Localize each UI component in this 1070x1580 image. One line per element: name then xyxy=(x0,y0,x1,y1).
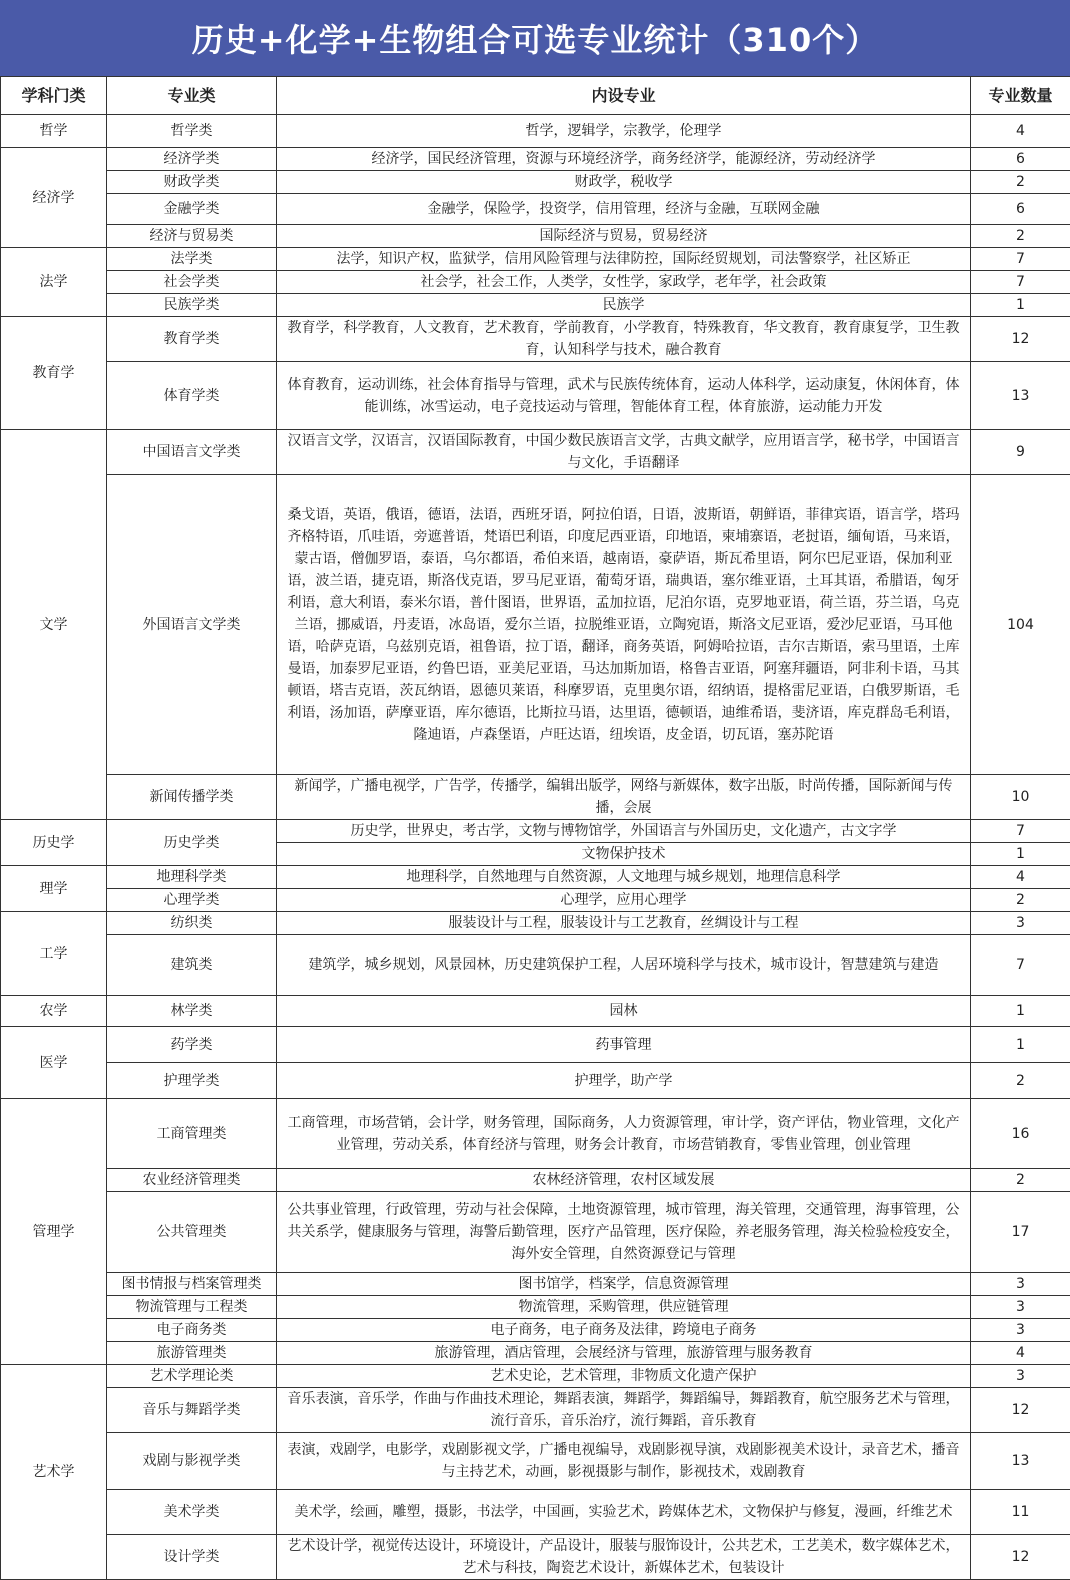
page-title: 历史+化学+生物组合可选专业统计（310个） xyxy=(0,0,1070,76)
majors-cell: 社会学，社会工作，人类学，女性学，家政学，老年学，社会政策 xyxy=(277,271,971,294)
table-row xyxy=(1,194,1070,225)
majors-cell: 药事管理 xyxy=(277,1027,971,1063)
majors-cell: 财政学，税收学 xyxy=(277,171,971,194)
count-cell: 1 xyxy=(971,1027,1070,1063)
table-row xyxy=(1,475,1070,775)
count-cell: 1 xyxy=(971,294,1070,317)
discipline-cell: 理学 xyxy=(1,866,107,912)
category-cell: 农业经济管理类 xyxy=(107,1169,277,1192)
count-cell: 2 xyxy=(971,889,1070,912)
table-row xyxy=(1,362,1070,430)
table-row xyxy=(1,1535,1070,1580)
discipline-cell: 历史学 xyxy=(1,820,107,866)
count-cell: 6 xyxy=(971,194,1070,225)
majors-cell: 历史学，世界史，考古学，文物与博物馆学，外国语言与外国历史，文化遗产，古文字学 xyxy=(277,820,971,843)
category-cell: 体育学类 xyxy=(107,362,277,430)
majors-cell: 体育教育，运动训练，社会体育指导与管理，武术与民族传统体育，运动人体科学，运动康复，休闲体育，体能训练，冰雪运动，电子竞技运动与管理，智能体育工程，体育旅游，运动能力开发 xyxy=(277,362,971,430)
majors-cell: 园林 xyxy=(277,996,971,1027)
header-count: 专业数量 xyxy=(971,77,1070,115)
discipline-cell: 文学 xyxy=(1,430,107,820)
majors-cell: 心理学，应用心理学 xyxy=(277,889,971,912)
table-row xyxy=(1,1099,1070,1169)
count-cell: 12 xyxy=(971,1535,1070,1580)
discipline-cell: 经济学 xyxy=(1,148,107,248)
count-cell: 1 xyxy=(971,843,1070,866)
table-row xyxy=(1,1433,1070,1490)
count-cell: 3 xyxy=(971,1365,1070,1388)
category-cell: 戏剧与影视学类 xyxy=(107,1433,277,1490)
category-cell: 心理学类 xyxy=(107,889,277,912)
table-row xyxy=(1,820,1070,843)
count-cell: 13 xyxy=(971,362,1070,430)
count-cell: 12 xyxy=(971,317,1070,362)
count-cell: 3 xyxy=(971,1319,1070,1342)
table-row xyxy=(1,1365,1070,1388)
majors-cell: 物流管理，采购管理，供应链管理 xyxy=(277,1296,971,1319)
table-row xyxy=(1,248,1070,271)
table-row xyxy=(1,1388,1070,1433)
category-cell: 中国语言文学类 xyxy=(107,430,277,475)
table-row xyxy=(1,430,1070,475)
discipline-cell: 艺术学 xyxy=(1,1365,107,1580)
discipline-cell: 法学 xyxy=(1,248,107,317)
table-row xyxy=(1,1342,1070,1365)
table-row xyxy=(1,1169,1070,1192)
count-cell: 16 xyxy=(971,1099,1070,1169)
table-row xyxy=(1,889,1070,912)
category-cell: 音乐与舞蹈学类 xyxy=(107,1388,277,1433)
table-row xyxy=(1,1027,1070,1063)
category-cell: 设计学类 xyxy=(107,1535,277,1580)
category-cell: 林学类 xyxy=(107,996,277,1027)
table-row xyxy=(1,271,1070,294)
count-cell: 4 xyxy=(971,1342,1070,1365)
count-cell: 9 xyxy=(971,430,1070,475)
category-cell: 旅游管理类 xyxy=(107,1342,277,1365)
category-cell: 法学类 xyxy=(107,248,277,271)
count-cell: 3 xyxy=(971,1296,1070,1319)
discipline-cell: 医学 xyxy=(1,1027,107,1099)
category-cell: 护理学类 xyxy=(107,1063,277,1099)
count-cell: 7 xyxy=(971,935,1070,996)
count-cell: 2 xyxy=(971,171,1070,194)
majors-cell: 桑戈语，英语，俄语，德语，法语，西班牙语，阿拉伯语，日语，波斯语，朝鲜语，菲律宾语，语言学，塔玛齐格特语，爪哇语，旁遮普语，梵语巴利语，印度尼西亚语，印地语，柬埔寨语，老挝语，缅甸语，马来语，蒙古语，僧伽罗语，泰语，乌尔都语，希伯来语，越南语，豪萨语，斯瓦希里语，阿尔巴尼亚语，保加利亚语，波兰语，捷克语，斯洛伐克语，罗马尼亚语，葡萄牙语，瑞典语，塞尔维亚语，土耳其语，希腊语，匈牙利语，意大利语，泰米尔语，普什图语，世界语，孟加拉语，尼泊尔语，克罗地亚语，荷兰语，芬兰语，乌克兰语，挪威语，丹麦语，冰岛语，爱尔兰语，拉脱维亚语，立陶宛语，斯洛文尼亚语，爱沙尼亚语，马耳他语，哈萨克语，乌兹别克语，祖鲁语，拉丁语，翻译，商务英语，阿姆哈拉语，吉尔吉斯语，索马里语，土库曼语，加泰罗尼亚语，约鲁巴语，亚美尼亚语，马达加斯加语，格鲁吉亚语，阿塞拜疆语，阿非利卡语，马其顿语，塔吉克语，茨瓦纳语，恩德贝莱语，科摩罗语，克里奥尔语，绍纳语，提格雷尼亚语，白俄罗斯语，毛利语，汤加语，萨摩亚语，库尔德语，比斯拉马语，达里语，德顿语，迪维希语，斐济语，库克群岛毛利语，隆迪语，卢森堡语，卢旺达语，纽埃语，皮金语，切瓦语，塞苏陀语 xyxy=(277,475,971,775)
category-cell: 财政学类 xyxy=(107,171,277,194)
majors-cell: 民族学 xyxy=(277,294,971,317)
majors-cell: 公共事业管理，行政管理，劳动与社会保障，土地资源管理，城市管理，海关管理，交通管理，海事管理，公共关系学，健康服务与管理，海警后勤管理，医疗产品管理，医疗保险，养老服务管理，海关检验检疫安全，海外安全管理，自然资源登记与管理 xyxy=(277,1192,971,1273)
table-row xyxy=(1,912,1070,935)
count-cell: 4 xyxy=(971,866,1070,889)
majors-cell: 服装设计与工程，服装设计与工艺教育，丝绸设计与工程 xyxy=(277,912,971,935)
table-row xyxy=(1,1296,1070,1319)
majors-cell: 法学，知识产权，监狱学，信用风险管理与法律防控，国际经贸规划，司法警察学，社区矫正 xyxy=(277,248,971,271)
category-cell: 地理科学类 xyxy=(107,866,277,889)
discipline-cell: 工学 xyxy=(1,912,107,996)
majors-cell: 汉语言文学，汉语言，汉语国际教育，中国少数民族语言文学，古典文献学，应用语言学，秘书学，中国语言与文化，手语翻译 xyxy=(277,430,971,475)
category-cell: 历史学类 xyxy=(107,820,277,866)
count-cell: 1 xyxy=(971,996,1070,1027)
table-row xyxy=(1,1273,1070,1296)
category-cell: 民族学类 xyxy=(107,294,277,317)
header-row xyxy=(1,77,1070,115)
majors-cell: 图书馆学，档案学，信息资源管理 xyxy=(277,1273,971,1296)
majors-cell: 美术学，绘画，雕塑，摄影，书法学，中国画，实验艺术，跨媒体艺术，文物保护与修复，漫画，纤维艺术 xyxy=(277,1490,971,1535)
category-cell: 纺织类 xyxy=(107,912,277,935)
majors-table xyxy=(0,76,1070,1580)
count-cell: 17 xyxy=(971,1192,1070,1273)
table-row xyxy=(1,1319,1070,1342)
majors-cell: 音乐表演，音乐学，作曲与作曲技术理论，舞蹈表演，舞蹈学，舞蹈编导，舞蹈教育，航空服务艺术与管理，流行音乐，音乐治疗，流行舞蹈，音乐教育 xyxy=(277,1388,971,1433)
category-cell: 电子商务类 xyxy=(107,1319,277,1342)
category-cell: 艺术学理论类 xyxy=(107,1365,277,1388)
category-cell: 美术学类 xyxy=(107,1490,277,1535)
majors-cell: 建筑学，城乡规划，风景园林，历史建筑保护工程，人居环境科学与技术，城市设计，智慧建筑与建造 xyxy=(277,935,971,996)
table-row xyxy=(1,1490,1070,1535)
majors-cell: 工商管理，市场营销，会计学，财务管理，国际商务，人力资源管理，审计学，资产评估，物业管理，文化产业管理，劳动关系，体育经济与管理，财务会计教育，市场营销教育，零售业管理，创业管理 xyxy=(277,1099,971,1169)
majors-cell: 新闻学，广播电视学，广告学，传播学，编辑出版学，网络与新媒体，数字出版，时尚传播，国际新闻与传播，会展 xyxy=(277,775,971,820)
majors-cell: 金融学，保险学，投资学，信用管理，经济与金融，互联网金融 xyxy=(277,194,971,225)
count-cell: 2 xyxy=(971,225,1070,248)
table-row xyxy=(1,148,1070,171)
header-majors: 内设专业 xyxy=(277,77,971,115)
majors-cell: 哲学，逻辑学，宗教学，伦理学 xyxy=(277,115,971,148)
header-category: 专业类 xyxy=(107,77,277,115)
category-cell: 物流管理与工程类 xyxy=(107,1296,277,1319)
majors-cell: 艺术设计学，视觉传达设计，环境设计，产品设计，服装与服饰设计，公共艺术，工艺美术，数字媒体艺术，艺术与科技，陶瓷艺术设计，新媒体艺术，包装设计 xyxy=(277,1535,971,1580)
table-row xyxy=(1,115,1070,148)
majors-cell: 教育学，科学教育，人文教育，艺术教育，学前教育，小学教育，特殊教育，华文教育，教育康复学，卫生教育，认知科学与技术，融合教育 xyxy=(277,317,971,362)
majors-cell: 表演，戏剧学，电影学，戏剧影视文学，广播电视编导，戏剧影视导演，戏剧影视美术设计，录音艺术，播音与主持艺术，动画，影视摄影与制作，影视技术，戏剧教育 xyxy=(277,1433,971,1490)
category-cell: 工商管理类 xyxy=(107,1099,277,1169)
count-cell: 3 xyxy=(971,1273,1070,1296)
count-cell: 10 xyxy=(971,775,1070,820)
table-row xyxy=(1,317,1070,362)
table-body xyxy=(1,115,1070,1580)
count-cell: 3 xyxy=(971,912,1070,935)
table-row xyxy=(1,171,1070,194)
category-cell: 新闻传播学类 xyxy=(107,775,277,820)
majors-cell: 电子商务，电子商务及法律，跨境电子商务 xyxy=(277,1319,971,1342)
category-cell: 外国语言文学类 xyxy=(107,475,277,775)
category-cell: 经济与贸易类 xyxy=(107,225,277,248)
majors-cell: 农林经济管理，农村区域发展 xyxy=(277,1169,971,1192)
table-row xyxy=(1,866,1070,889)
count-cell: 13 xyxy=(971,1433,1070,1490)
header-discipline: 学科门类 xyxy=(1,77,107,115)
table-row xyxy=(1,775,1070,820)
count-cell: 7 xyxy=(971,248,1070,271)
count-cell: 4 xyxy=(971,115,1070,148)
discipline-cell: 教育学 xyxy=(1,317,107,430)
majors-cell: 旅游管理，酒店管理，会展经济与管理，旅游管理与服务教育 xyxy=(277,1342,971,1365)
majors-cell: 护理学，助产学 xyxy=(277,1063,971,1099)
majors-cell: 国际经济与贸易，贸易经济 xyxy=(277,225,971,248)
category-cell: 经济学类 xyxy=(107,148,277,171)
table-row xyxy=(1,935,1070,996)
majors-cell: 经济学，国民经济管理，资源与环境经济学，商务经济学，能源经济，劳动经济学 xyxy=(277,148,971,171)
count-cell: 6 xyxy=(971,148,1070,171)
category-cell: 建筑类 xyxy=(107,935,277,996)
category-cell: 图书情报与档案管理类 xyxy=(107,1273,277,1296)
category-cell: 哲学类 xyxy=(107,115,277,148)
category-cell: 教育学类 xyxy=(107,317,277,362)
table-row xyxy=(1,996,1070,1027)
discipline-cell: 农学 xyxy=(1,996,107,1027)
count-cell: 2 xyxy=(971,1169,1070,1192)
majors-cell: 地理科学，自然地理与自然资源，人文地理与城乡规划，地理信息科学 xyxy=(277,866,971,889)
majors-cell: 艺术史论，艺术管理，非物质文化遗产保护 xyxy=(277,1365,971,1388)
table-row xyxy=(1,1192,1070,1273)
count-cell: 7 xyxy=(971,271,1070,294)
discipline-cell: 管理学 xyxy=(1,1099,107,1365)
category-cell: 公共管理类 xyxy=(107,1192,277,1273)
table-header xyxy=(1,77,1070,115)
table-row xyxy=(1,1063,1070,1099)
count-cell: 2 xyxy=(971,1063,1070,1099)
majors-cell: 文物保护技术 xyxy=(277,843,971,866)
table-row xyxy=(1,294,1070,317)
count-cell: 7 xyxy=(971,820,1070,843)
discipline-cell: 哲学 xyxy=(1,115,107,148)
count-cell: 11 xyxy=(971,1490,1070,1535)
category-cell: 药学类 xyxy=(107,1027,277,1063)
count-cell: 12 xyxy=(971,1388,1070,1433)
table-row xyxy=(1,225,1070,248)
category-cell: 社会学类 xyxy=(107,271,277,294)
category-cell: 金融学类 xyxy=(107,194,277,225)
count-cell: 104 xyxy=(971,475,1070,775)
